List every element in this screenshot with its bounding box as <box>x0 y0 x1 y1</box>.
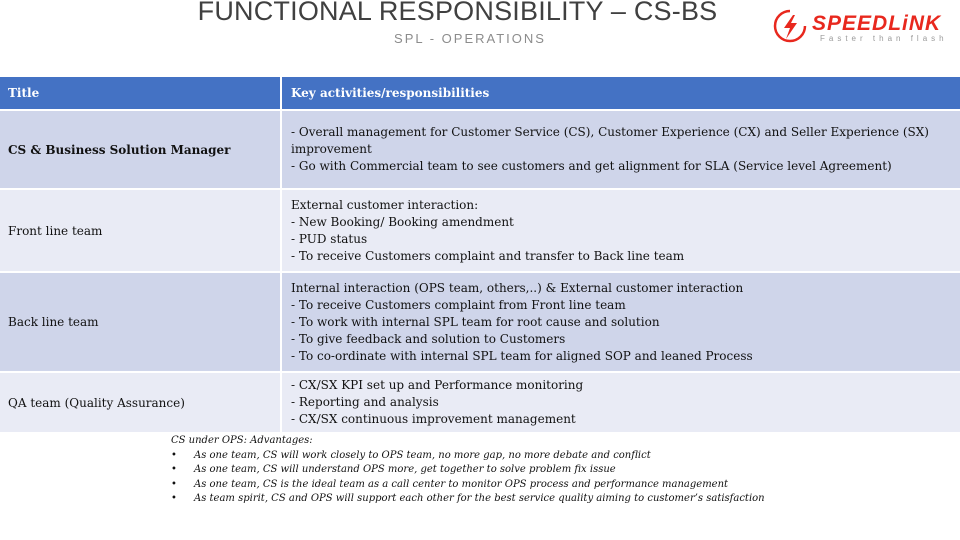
responsibility-line: improvement <box>291 142 372 156</box>
row-responsibilities <box>282 273 960 371</box>
responsibility-line: - Overall management for Customer Service (CS), Customer Experience (CX) and Seller Experience (SX) <box>291 125 929 139</box>
responsibility-line: - New Booking/ Booking amendment <box>291 214 514 229</box>
responsibility-line: - Go with Commercial team to see customers and get alignment for SLA (Service level Agreement) <box>291 159 892 173</box>
row-title: CS & Business Solution Manager <box>0 111 282 188</box>
responsibility-line: External customer interaction: <box>291 197 479 212</box>
notes-heading: CS under OPS: Advantages: <box>171 435 313 446</box>
responsibility-line: - To give feedback and solution to Customers <box>291 331 566 346</box>
responsibility-line: Internal interaction (OPS team, others,..) & External customer interaction <box>291 280 744 295</box>
row-title: QA team (Quality Assurance) <box>0 373 282 432</box>
responsibility-line: - Reporting and analysis <box>291 395 439 409</box>
responsibility-line: - CX/SX continuous improvement management <box>291 412 576 426</box>
table-row <box>0 273 960 373</box>
table-row <box>0 373 960 432</box>
advantages-list <box>171 449 765 507</box>
row-title: Front line team <box>0 190 282 271</box>
row-responsibilities <box>282 190 960 271</box>
list-item: • As team spirit, CS and OPS will support each other for the best service quality aiming to customer’s satisfaction <box>171 492 765 507</box>
row-responsibilities <box>282 373 960 432</box>
responsibility-line: - To receive Customers complaint and transfer to Back line team <box>291 248 685 263</box>
list-item: • As one team, CS will understand OPS more, get together to solve problem fix issue <box>171 463 765 478</box>
advantages-notes <box>171 434 765 507</box>
list-item: • As one team, CS is the ideal team as a call center to monitor OPS process and performance management <box>171 478 765 493</box>
row-responsibilities <box>282 111 960 188</box>
row-title: Back line team <box>0 273 282 371</box>
column-header-title: Title <box>0 77 282 109</box>
responsibility-line: - To receive Customers complaint from Front line team <box>291 297 626 312</box>
responsibility-line: - CX/SX KPI set up and Performance monitoring <box>291 378 584 392</box>
page-title: FUNCTIONAL RESPONSIBILITY – CS-BS <box>197 0 718 26</box>
logo-wordmark: SPEEDLiNK <box>812 12 942 35</box>
lightning-bolt-icon <box>772 8 808 44</box>
logo-tagline: Faster than flash <box>820 34 948 43</box>
responsibility-table <box>0 77 960 432</box>
column-header-responsibilities: Key activities/responsibilities <box>291 85 490 100</box>
responsibility-line: - To work with internal SPL team for root cause and solution <box>291 314 660 329</box>
table-row <box>0 190 960 273</box>
table-header-row <box>0 77 960 111</box>
page-subtitle: SPL - OPERATIONS <box>394 31 546 46</box>
responsibility-line: - To co-ordinate with internal SPL team for aligned SOP and leaned Process <box>291 348 753 363</box>
speedlink-logo <box>772 8 960 44</box>
responsibility-line: - PUD status <box>291 231 368 246</box>
list-item: • As one team, CS will work closely to OPS team, no more gap, no more debate and conflict <box>171 449 765 464</box>
table-row <box>0 111 960 190</box>
